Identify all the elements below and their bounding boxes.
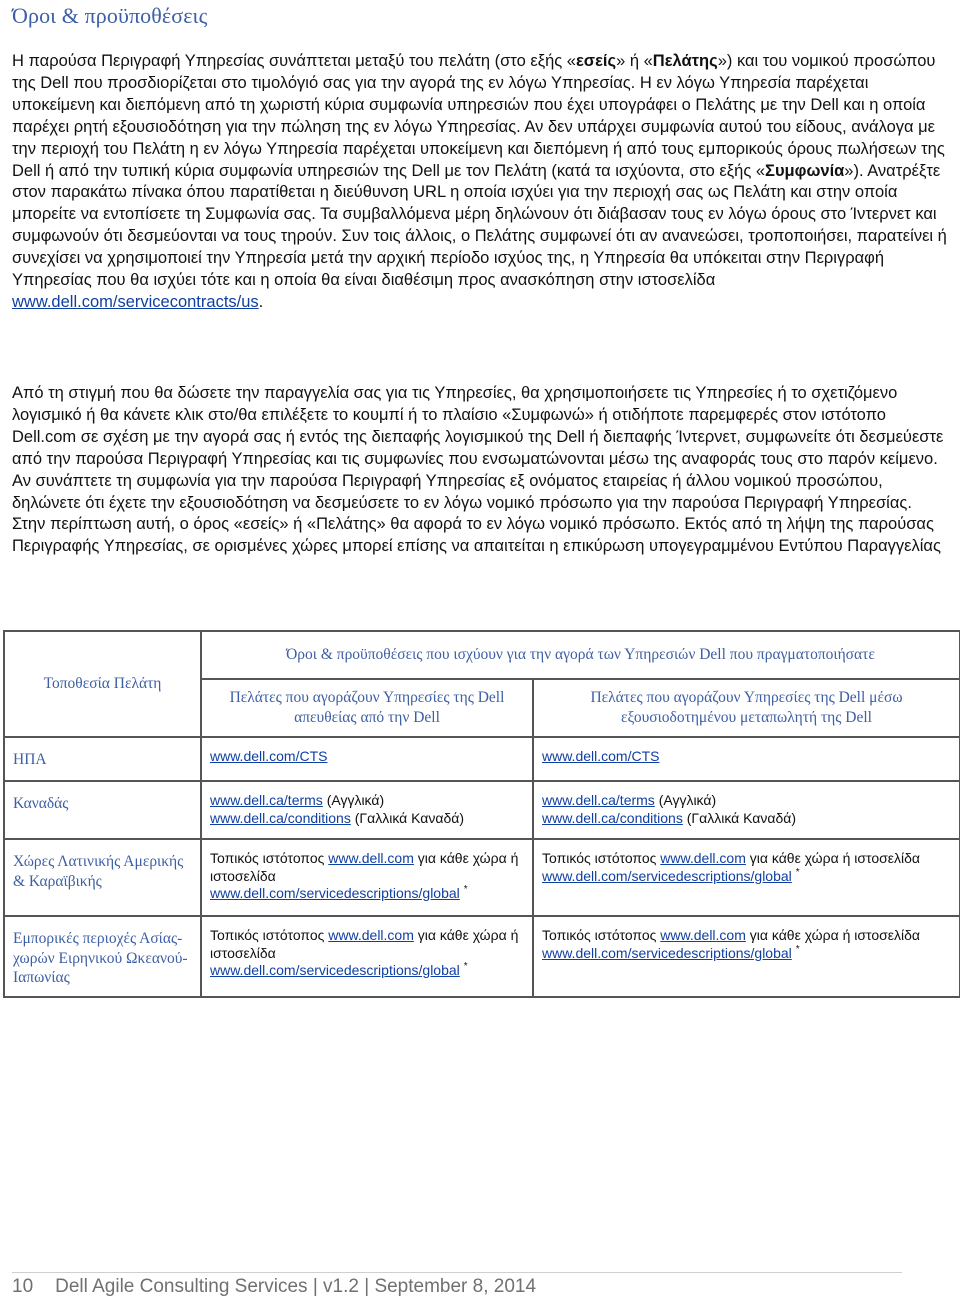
reseller-cell xyxy=(533,737,960,781)
table-row xyxy=(4,916,960,997)
row-location: Χώρες Λατινικής Αμερικής & Καραϊβικής xyxy=(4,839,201,916)
intro-paragraph: Η παρούσα Περιγραφή Υπηρεσίας συνάπτεται μεταξύ του πελάτη (στο εξής «εσείς» ή «Πελάτης») και του νομικού προσώπου της Dell που προσδιορίζεται στο τιμολόγιό σας για την αγορά της εν λόγω Υπηρεσίας. Η εν λόγω Υπηρεσία παρέχεται υποκείμενη και διεπόμενη από τη χωριστή κύρια συμφωνία υπηρεσιών που έχει υπογράφει ο Πελάτης με την Dell και η οποία παρέχει ρητή εξουσιοδότηση για την πώληση της εν λόγω Υπηρεσίας. Αν δεν υπάρχει συμφωνία αυτού του είδους, ανάλογα με την περιοχή του Πελάτη η εν λόγω Υπηρεσία παρέχεται υποκείμενη και διεπόμενη ή από τους εμπορικούς όρους πωλήσεων της Dell ή από την τυπική κύρια συμφωνία υπηρεσιών της Dell με τον Πελάτη (κατά τα ισχύοντα, στο εξής «Συμφωνία»). Ανατρέξτε στον παρακάτω πίνακα όπου παρατίθεται η διεύθυνση URL η οποία ισχύει για την περιοχή σας ως Πελάτη και στην οποία μπορείτε να εντοπίσετε τη Συμφωνία σας. Τα συμβαλλόμενα μέρη δηλώνουν ότι διάβασαν τους εν λόγω όρους στο Ίντερνετ και συμφωνούν ότι δεσμεύονται να τους τηρούν. Συν τοις άλλοις, ο Πελάτης συμφωνεί ότι αν ανανεώσει, τροποποιήσει, παρατείνει ή συνεχίσει να χρησιμοποιεί την Υπηρεσία μετά την αρχική περίοδο ισχύος της, η Υπηρεσία θα υπόκειται στην Περιγραφή Υπηρεσίας που θα ισχύει τότε και η οποία θα είναι διαθέσιμη προς ανασκόπηση στην ιστοσελίδα www.dell.com/servicecontracts/us. xyxy=(12,52,947,311)
reseller-cell: Τοπικός ιστότοπος www.dell.com για κάθε χώρα ή ιστοσελίδα www.dell.com/servicedescriptions/global * xyxy=(533,916,960,997)
column-header-reseller: Πελάτες που αγοράζουν Υπηρεσίες της Dell μέσω εξουσιοδοτημένου μεταπωλητή της Dell xyxy=(533,679,960,737)
local-site-link[interactable]: www.dell.com xyxy=(328,927,414,943)
global-descriptions-link[interactable]: www.dell.com/servicedescriptions/global xyxy=(542,867,792,884)
table-row xyxy=(4,781,960,839)
global-descriptions-link[interactable]: www.dell.com/servicedescriptions/global xyxy=(210,885,460,901)
page-number: 10 xyxy=(12,1276,34,1297)
global-descriptions-link[interactable]: www.dell.com/servicedescriptions/global xyxy=(542,944,792,961)
order-paragraph: Από τη στιγμή που θα δώσετε την παραγγελία σας για τις Υπηρεσίες, θα χρησιμοποιήσετε τις Υπηρεσίες ή το σχετιζόμενο λογισμικό ή θα κάνετε κλικ στο/θα επιλέξετε το κουμπί ή το πλαίσιο «Συμφωνώ» ή οτιδήποτε παρεμφερές στον ιστότοπο Dell.com σε σχέση με την αγορά σας ή εντός της διεπαφής λογισμικού της Dell ή διεπαφής Ίντερνετ, συμφωνείτε ότι δεσμεύεστε από την παρούσα Περιγραφή Υπηρεσίας και τις συμφωνίες που ενσωματώνονται μέσω της αναφοράς τους στο παρόν κείμενο. Αν συνάπτετε τη συμφωνία για την παρούσα Περιγραφή Υπηρεσίας εξ ονόματος εταιρείας ή άλλου νομικού προσώπου, δηλώνετε ότι έχετε την εξουσιοδότηση να δεσμεύσετε το εν λόγω νομικό πρόσωπο για την παρούσα Περιγραφή Υπηρεσίας. Στην περίπτωση αυτή, ο όρος «εσείς» ή «Πελάτης» θα αφορά το εν λόγω νομικό πρόσωπο. Εκτός από τη λήψη της παρούσας Περιγραφής Υπηρεσίας, σε ορισμένες χώρες μπορεί επίσης να απαιτείται η επικύρωση υπογεγραμμένου Εντύπου Παραγγελίας xyxy=(12,384,944,556)
global-descriptions-link[interactable]: www.dell.com/servicedescriptions/global xyxy=(210,962,460,978)
ca-conditions-link[interactable]: www.dell.ca/conditions xyxy=(210,809,351,826)
local-site-link[interactable]: www.dell.com xyxy=(328,850,414,866)
row-location: Καναδάς xyxy=(4,781,201,839)
terms-table xyxy=(3,630,960,998)
direct-cell: Τοπικός ιστότοπος www.dell.com για κάθε χώρα ή ιστοσελίδα www.dell.com/servicedescriptions/global * xyxy=(201,839,533,916)
ca-terms-link[interactable]: www.dell.ca/terms xyxy=(542,792,655,808)
direct-cell xyxy=(201,737,533,781)
servicecontracts-link[interactable]: www.dell.com/servicecontracts/us xyxy=(12,292,259,311)
direct-cell: www.dell.ca/terms (Αγγλικά) www.dell.ca/conditions (Γαλλικά Καναδά) xyxy=(201,781,533,839)
page-title: Όροι & προϋποθέσεις xyxy=(12,3,208,28)
column-header-direct: Πελάτες που αγοράζουν Υπηρεσίες της Dell απευθείας από την Dell xyxy=(201,679,533,737)
local-site-link[interactable]: www.dell.com xyxy=(660,927,746,943)
table-group-header: Όροι & προϋποθέσεις που ισχύουν για την αγορά των Υπηρεσιών Dell που πραγματοποιήσατε xyxy=(201,631,960,679)
footer-divider xyxy=(12,1272,902,1273)
reseller-cell: www.dell.ca/terms (Αγγλικά) www.dell.ca/conditions (Γαλλικά Καναδά) xyxy=(533,781,960,839)
direct-cell: Τοπικός ιστότοπος www.dell.com για κάθε χώρα ή ιστοσελίδα www.dell.com/servicedescriptions/global * xyxy=(201,916,533,997)
local-site-link[interactable]: www.dell.com xyxy=(660,850,746,866)
column-header-location: Τοποθεσία Πελάτη xyxy=(4,631,201,737)
page-footer xyxy=(12,1276,536,1298)
reseller-cell: Τοπικός ιστότοπος www.dell.com για κάθε χώρα ή ιστοσελίδα www.dell.com/servicedescriptions/global * xyxy=(533,839,960,916)
table-row xyxy=(4,737,960,781)
footer-text: Dell Agile Consulting Services | v1.2 | September 8, 2014 xyxy=(55,1276,537,1297)
table-row xyxy=(4,839,960,916)
row-location: Εμπορικές περιοχές Ασίας-χωρών Ειρηνικού Ωκεανού-Ιαπωνίας xyxy=(4,916,201,997)
ca-conditions-link[interactable]: www.dell.ca/conditions xyxy=(542,809,683,826)
cts-link[interactable]: www.dell.com/CTS xyxy=(542,748,660,764)
cts-link[interactable]: www.dell.com/CTS xyxy=(210,748,328,764)
row-location: ΗΠΑ xyxy=(4,737,201,781)
ca-terms-link[interactable]: www.dell.ca/terms xyxy=(210,792,323,808)
